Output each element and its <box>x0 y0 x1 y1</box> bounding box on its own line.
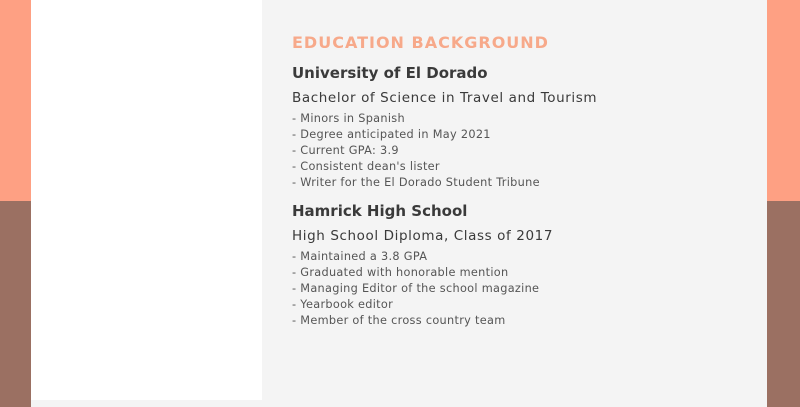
detail-item: - Consistent dean's lister <box>292 160 440 173</box>
detail-list <box>292 111 540 191</box>
section-title: EDUCATION BACKGROUND <box>292 33 549 52</box>
detail-list <box>292 249 539 329</box>
detail-item: - Yearbook editor <box>292 298 394 311</box>
resume-page-bottom-edge <box>31 400 767 407</box>
detail-item: - Graduated with honorable mention <box>292 266 509 279</box>
resume-left-column <box>31 0 262 400</box>
school-name: Hamrick High School <box>292 202 468 220</box>
degree-title: High School Diploma, Class of 2017 <box>292 228 554 244</box>
detail-item: - Managing Editor of the school magazine <box>292 282 540 295</box>
degree-title: Bachelor of Science in Travel and Tourism <box>292 90 598 106</box>
detail-item: - Member of the cross country team <box>292 314 506 327</box>
detail-item: - Degree anticipated in May 2021 <box>292 128 491 141</box>
school-name: University of El Dorado <box>292 64 488 82</box>
detail-item: - Writer for the El Dorado Student Tribune <box>292 176 540 189</box>
detail-item: - Current GPA: 3.9 <box>292 144 399 157</box>
detail-item: - Minors in Spanish <box>292 112 405 125</box>
detail-item: - Maintained a 3.8 GPA <box>292 250 428 263</box>
